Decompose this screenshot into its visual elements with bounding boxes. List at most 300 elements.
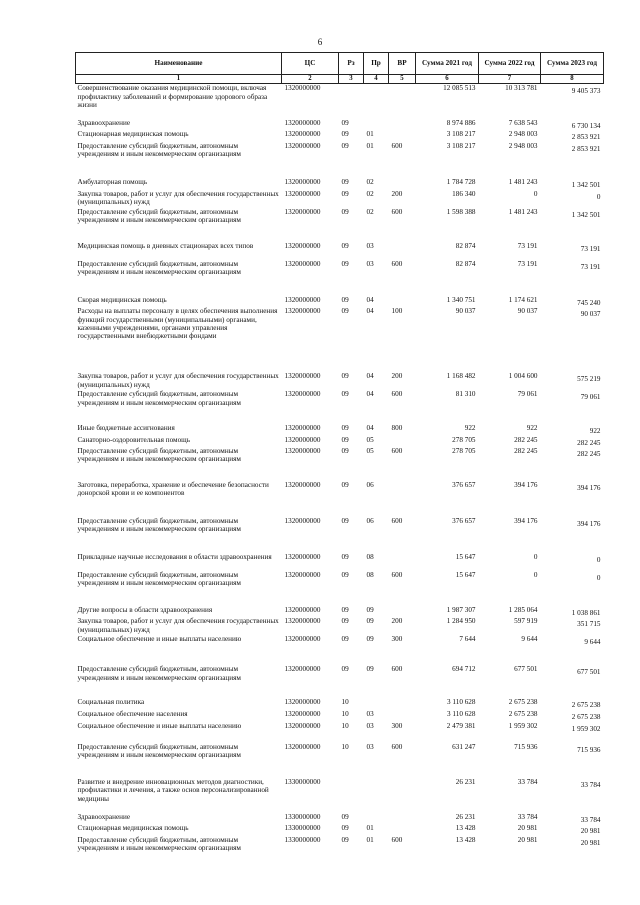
row-pr: 09 xyxy=(366,617,374,626)
table-row xyxy=(76,606,604,617)
table-row xyxy=(76,824,604,835)
row-sum-2023: 6 730 134 xyxy=(571,121,601,130)
row-name: Социальное обеспечение и иные выплаты населению xyxy=(77,635,242,644)
row-sum-2021: 7 644 xyxy=(459,635,476,644)
row-sum-2023: 73 191 xyxy=(580,244,601,253)
row-pr xyxy=(364,119,389,130)
row-sum-2021: 15 647 xyxy=(455,570,476,579)
table-row xyxy=(76,260,604,296)
row-sum-2021: 1 340 751 xyxy=(446,295,476,304)
row-sum-2023: 282 245 xyxy=(577,449,601,458)
row-name: Предоставление субсидий бюджетным, автономным учреждениям и иным некоммерческим организациям xyxy=(77,446,241,464)
row-cs: 1330000000 xyxy=(284,812,321,821)
row-sum-2023: 715 936 xyxy=(577,745,601,754)
row-sum-2021: 3 108 217 xyxy=(446,130,476,139)
row-rz: 09 xyxy=(341,295,349,304)
row-sum-2021: 82 874 xyxy=(455,241,476,250)
row-pr: 08 xyxy=(366,570,374,579)
row-rz: 10 xyxy=(341,710,349,719)
row-pr: 09 xyxy=(366,665,374,674)
row-sum-2021: 82 874 xyxy=(455,259,476,268)
table-row xyxy=(76,424,604,435)
row-rz: 09 xyxy=(341,665,349,674)
row-cs: 1320000000 xyxy=(284,665,321,674)
row-vr: 600 xyxy=(391,516,403,525)
row-sum-2023: 575 219 xyxy=(577,375,601,384)
row-cs: 1320000000 xyxy=(284,698,321,707)
row-vr: 100 xyxy=(391,307,403,316)
row-rz xyxy=(339,778,364,813)
header-numbers-row xyxy=(76,75,604,84)
row-vr xyxy=(389,436,416,447)
row-vr: 600 xyxy=(391,665,403,674)
row-vr xyxy=(389,481,416,517)
row-sum-2021: 278 705 xyxy=(452,435,476,444)
row-rz: 09 xyxy=(341,435,349,444)
row-sum-2023: 2 853 921 xyxy=(571,144,601,153)
row-rz: 09 xyxy=(341,189,349,198)
row-sum-2021: 26 231 xyxy=(455,812,476,821)
row-vr: 600 xyxy=(391,570,403,579)
row-cs: 1320000000 xyxy=(284,189,321,198)
row-cs: 1320000000 xyxy=(284,207,321,216)
table-row xyxy=(76,635,604,665)
row-name: Иные бюджетные ассигнования xyxy=(77,424,175,433)
row-vr xyxy=(389,178,416,190)
row-sum-2022: 20 981 xyxy=(517,835,538,844)
row-rz: 09 xyxy=(341,516,349,525)
row-name: Закупка товаров, работ и услуг для обеспечения государственных (муниципальных) нужд xyxy=(77,617,279,634)
row-sum-2021: 12 085 513 xyxy=(443,84,476,93)
row-sum-2022: 2 948 003 xyxy=(508,141,538,150)
row-vr xyxy=(389,553,416,571)
row-name: Стационарная медицинская помощь xyxy=(77,824,189,833)
row-sum-2021: 2 479 381 xyxy=(446,721,476,730)
row-cs: 1330000000 xyxy=(284,824,321,833)
row-sum-2023: 2 853 921 xyxy=(571,133,601,142)
row-sum-2023: 1 959 302 xyxy=(571,724,601,733)
table-row xyxy=(76,813,604,824)
row-name: Совершенствование оказания медицинской помощи, включая профилактику заболеваний и формирование здорового образа жизни xyxy=(77,84,268,110)
row-pr xyxy=(364,813,389,824)
row-cs: 1320000000 xyxy=(284,617,321,626)
row-sum-2021: 1 987 307 xyxy=(446,605,476,614)
row-name: Предоставление субсидий бюджетным, автономным учреждениям и иным некоммерческим организациям xyxy=(77,835,241,852)
row-cs: 1320000000 xyxy=(284,552,321,561)
row-name: Расходы на выплаты персоналу в целях обеспечения выполнения функций государственными (муниципальными) органами, казенными учреждениями, органами управления государственными внебюджетными фондами xyxy=(77,307,278,341)
row-rz: 09 xyxy=(341,446,349,455)
row-cs: 1320000000 xyxy=(284,435,321,444)
row-pr: 03 xyxy=(366,259,374,268)
row-sum-2022: 2 675 238 xyxy=(508,710,538,719)
header-number: 2 xyxy=(282,75,339,84)
row-rz: 09 xyxy=(341,552,349,561)
row-pr: 03 xyxy=(366,742,374,751)
row-name: Социальное обеспечение населения xyxy=(77,710,188,719)
row-sum-2023: 282 245 xyxy=(577,438,601,447)
row-name: Стационарная медицинская помощь xyxy=(77,130,189,139)
row-pr: 04 xyxy=(366,372,374,381)
row-sum-2021: 922 xyxy=(464,424,476,433)
row-sum-2022: 0 xyxy=(533,570,538,579)
row-sum-2023: 79 061 xyxy=(580,393,601,402)
row-rz: 09 xyxy=(341,141,349,150)
row-name: Другие вопросы в области здравоохранения xyxy=(77,605,213,614)
row-pr: 09 xyxy=(366,605,374,614)
row-cs: 1320000000 xyxy=(284,424,321,433)
row-vr: 200 xyxy=(391,189,403,198)
row-sum-2023: 9 644 xyxy=(584,638,601,647)
row-vr: 600 xyxy=(391,390,403,399)
table-row xyxy=(76,130,604,141)
row-sum-2023: 33 784 xyxy=(580,780,601,789)
row-cs: 1320000000 xyxy=(284,742,321,751)
row-cs: 1330000000 xyxy=(284,835,321,844)
table-row xyxy=(76,836,604,856)
row-rz: 09 xyxy=(341,241,349,250)
row-sum-2022: 9 644 xyxy=(521,635,538,644)
header-name: Наименование xyxy=(76,53,282,75)
row-vr xyxy=(389,119,416,130)
row-name: Предоставление субсидий бюджетным, автономным учреждениям и иным некоммерческим организациям xyxy=(77,390,241,407)
row-name: Прикладные научные исследования в области здравоохранения xyxy=(77,552,272,561)
row-name: Социальная политика xyxy=(77,698,145,707)
row-sum-2021: 186 340 xyxy=(452,189,476,198)
row-pr: 04 xyxy=(366,390,374,399)
row-sum-2021: 1 284 950 xyxy=(446,617,476,626)
row-sum-2021: 3 110 628 xyxy=(447,710,476,719)
row-sum-2021: 3 110 628 xyxy=(447,698,476,707)
row-vr xyxy=(389,242,416,260)
header-number: 5 xyxy=(389,75,416,84)
row-vr: 200 xyxy=(391,617,403,626)
row-rz: 09 xyxy=(341,259,349,268)
row-sum-2023: 73 191 xyxy=(580,262,601,271)
row-pr xyxy=(364,778,389,813)
row-rz: 09 xyxy=(341,390,349,399)
table-row xyxy=(76,722,604,743)
row-sum-2022: 282 245 xyxy=(514,446,538,455)
header-pr: Пр xyxy=(364,53,389,75)
row-sum-2022: 0 xyxy=(533,552,538,561)
row-pr: 09 xyxy=(366,635,374,644)
header-number: 7 xyxy=(479,75,541,84)
row-pr: 02 xyxy=(366,207,374,216)
row-sum-2022: 1 481 243 xyxy=(508,177,538,186)
row-rz: 09 xyxy=(341,207,349,216)
row-sum-2021: 631 247 xyxy=(452,742,476,751)
row-pr: 06 xyxy=(366,516,374,525)
row-sum-2023: 33 784 xyxy=(580,815,601,824)
row-rz: 09 xyxy=(341,372,349,381)
row-cs: 1320000000 xyxy=(284,295,321,304)
row-name: Закупка товаров, работ и услуг для обеспечения государственных (муниципальных) нужд xyxy=(77,189,279,207)
row-cs: 1320000000 xyxy=(284,710,321,719)
row-sum-2022: 282 245 xyxy=(514,435,538,444)
row-sum-2022: 2 675 238 xyxy=(508,698,538,707)
row-rz: 10 xyxy=(341,698,349,707)
row-pr: 02 xyxy=(366,189,374,198)
row-vr: 600 xyxy=(391,446,403,455)
row-pr: 02 xyxy=(366,177,374,186)
row-vr xyxy=(389,824,416,835)
row-sum-2023: 90 037 xyxy=(580,310,601,319)
row-sum-2022: 394 176 xyxy=(514,516,538,525)
row-sum-2022: 1 174 621 xyxy=(508,295,538,304)
row-sum-2021: 8 974 886 xyxy=(446,118,476,127)
row-sum-2022: 677 501 xyxy=(514,665,538,674)
row-rz: 09 xyxy=(341,570,349,579)
row-vr xyxy=(389,778,416,813)
row-rz: 09 xyxy=(341,605,349,614)
row-cs: 1320000000 xyxy=(284,84,321,93)
header-row xyxy=(76,53,604,75)
header-sum-2021: Сумма 2021 год xyxy=(416,53,479,75)
header-cs: ЦС xyxy=(282,53,339,75)
header-number: 4 xyxy=(364,75,389,84)
row-vr xyxy=(389,698,416,710)
row-name: Закупка товаров, работ и услуг для обеспечения государственных (муниципальных) нужд xyxy=(77,372,279,389)
row-name: Предоставление субсидий бюджетным, автономным учреждениям и иным некоммерческим организациям xyxy=(77,742,241,760)
row-cs: 1320000000 xyxy=(284,372,321,381)
row-cs: 1320000000 xyxy=(284,307,321,316)
row-rz: 10 xyxy=(341,721,349,730)
row-sum-2021: 1 598 388 xyxy=(446,207,476,216)
row-vr xyxy=(389,606,416,617)
table-row xyxy=(76,571,604,606)
header-rz: Рз xyxy=(339,53,364,75)
row-sum-2022: 1 285 064 xyxy=(508,605,538,614)
row-sum-2022: 1 959 302 xyxy=(508,721,538,730)
row-sum-2021: 15 647 xyxy=(455,552,476,561)
row-sum-2023: 0 xyxy=(596,555,601,564)
row-name: Предоставление субсидий бюджетным, автономным учреждениям и иным некоммерческим организациям xyxy=(77,207,241,225)
row-rz: 09 xyxy=(341,480,349,489)
row-name: Санаторно-оздоровительная помощь xyxy=(77,435,190,444)
header-vr: ВР xyxy=(389,53,416,75)
row-name: Предоставление субсидий бюджетным, автономным учреждениям и иным некоммерческим организациям xyxy=(77,665,241,682)
row-sum-2021: 13 428 xyxy=(455,835,476,844)
row-sum-2021: 81 310 xyxy=(455,390,476,399)
row-vr: 600 xyxy=(391,835,403,844)
row-pr: 01 xyxy=(366,824,374,833)
table-row xyxy=(76,778,604,813)
row-cs: 1320000000 xyxy=(284,721,321,730)
row-name: Социальное обеспечение и иные выплаты населению xyxy=(77,721,242,730)
row-cs: 1320000000 xyxy=(284,516,321,525)
row-vr: 800 xyxy=(391,424,403,433)
header-number: 3 xyxy=(339,75,364,84)
table-body xyxy=(76,84,604,856)
row-sum-2021: 278 705 xyxy=(452,446,476,455)
row-vr: 200 xyxy=(391,372,403,381)
row-sum-2021: 3 108 217 xyxy=(446,141,476,150)
row-cs: 1320000000 xyxy=(284,390,321,399)
row-cs: 1320000000 xyxy=(284,118,321,127)
row-rz: 09 xyxy=(341,617,349,626)
row-vr xyxy=(389,130,416,141)
row-pr: 04 xyxy=(366,295,374,304)
row-pr: 06 xyxy=(366,480,374,489)
row-sum-2023: 394 176 xyxy=(577,483,601,492)
row-sum-2022: 2 948 003 xyxy=(508,130,538,139)
row-cs: 1320000000 xyxy=(284,130,321,139)
row-rz: 09 xyxy=(341,177,349,186)
table-row xyxy=(76,698,604,710)
header-number: 8 xyxy=(541,75,604,84)
row-name: Здравоохранение xyxy=(77,812,131,821)
row-sum-2023: 394 176 xyxy=(577,519,601,528)
row-vr xyxy=(389,813,416,824)
row-sum-2022: 73 191 xyxy=(517,241,538,250)
row-cs: 1320000000 xyxy=(284,177,321,186)
row-vr: 600 xyxy=(391,742,403,751)
row-vr: 300 xyxy=(391,721,403,730)
row-cs: 1320000000 xyxy=(284,446,321,455)
row-sum-2022: 73 191 xyxy=(517,259,538,268)
table-row xyxy=(76,119,604,130)
row-pr: 03 xyxy=(366,710,374,719)
table-row xyxy=(76,517,604,553)
table-row xyxy=(76,84,604,119)
table-row xyxy=(76,481,604,517)
row-sum-2022: 0 xyxy=(533,189,538,198)
header-sum-2022: Сумма 2022 год xyxy=(479,53,541,75)
page-number: 6 xyxy=(317,37,323,47)
row-pr: 05 xyxy=(366,435,374,444)
row-cs: 1320000000 xyxy=(284,605,321,614)
row-sum-2023: 677 501 xyxy=(577,668,601,677)
table-row xyxy=(76,390,604,424)
row-cs: 1320000000 xyxy=(284,480,321,489)
row-sum-2023: 922 xyxy=(589,427,601,436)
row-sum-2023: 9 405 373 xyxy=(571,87,601,96)
table-row xyxy=(76,190,604,208)
row-rz: 09 xyxy=(341,824,349,833)
header-number: 6 xyxy=(416,75,479,84)
row-sum-2022: 922 xyxy=(526,424,538,433)
row-pr: 08 xyxy=(366,552,374,561)
row-cs: 1330000000 xyxy=(284,777,321,786)
row-name: Предоставление субсидий бюджетным, автономным учреждениям и иным некоммерческим организациям xyxy=(77,570,241,588)
header-sum-2023: Сумма 2023 год xyxy=(541,53,604,75)
table-row xyxy=(76,436,604,447)
row-sum-2023: 351 715 xyxy=(577,620,601,629)
row-pr: 04 xyxy=(366,424,374,433)
row-name: Развитие и внедрение инновационных методов диагностики, профилактики и лечения, а также основ персонализированной медицины xyxy=(77,777,269,803)
row-rz xyxy=(339,84,364,119)
table-row xyxy=(76,142,604,178)
row-sum-2023: 745 240 xyxy=(577,298,601,307)
row-cs: 1320000000 xyxy=(284,141,321,150)
row-pr: 04 xyxy=(366,307,374,316)
row-sum-2023: 0 xyxy=(596,192,601,201)
row-sum-2021: 376 657 xyxy=(452,480,476,489)
row-pr: 03 xyxy=(366,721,374,730)
table-row xyxy=(76,178,604,190)
row-pr: 01 xyxy=(366,141,374,150)
row-sum-2022: 10 313 781 xyxy=(505,84,538,93)
row-name: Заготовка, переработка, хранение и обеспечение безопасности донорской крови и ее компонентов xyxy=(77,480,269,498)
row-sum-2021: 1 784 728 xyxy=(446,177,476,186)
row-cs: 1320000000 xyxy=(284,635,321,644)
row-sum-2021: 1 168 482 xyxy=(446,372,476,381)
row-pr: 03 xyxy=(366,241,374,250)
row-vr: 300 xyxy=(391,635,403,644)
table-row xyxy=(76,307,604,372)
row-rz: 10 xyxy=(341,742,349,751)
row-pr xyxy=(364,84,389,119)
row-sum-2021: 26 231 xyxy=(455,777,476,786)
row-rz: 09 xyxy=(341,635,349,644)
row-rz: 09 xyxy=(341,424,349,433)
table-row xyxy=(76,710,604,721)
row-sum-2023: 20 981 xyxy=(580,838,601,847)
table-row xyxy=(76,372,604,390)
row-pr xyxy=(364,698,389,710)
row-sum-2022: 33 784 xyxy=(517,777,538,786)
row-cs: 1320000000 xyxy=(284,570,321,579)
row-sum-2021: 376 657 xyxy=(452,516,476,525)
row-rz: 09 xyxy=(341,812,349,821)
row-vr: 600 xyxy=(391,259,403,268)
row-sum-2023: 2 675 238 xyxy=(571,713,601,722)
row-vr xyxy=(389,710,416,721)
row-pr: 01 xyxy=(366,130,374,139)
row-vr: 600 xyxy=(391,141,403,150)
table-row xyxy=(76,242,604,260)
budget-table xyxy=(75,52,604,856)
row-sum-2022: 20 981 xyxy=(517,824,538,833)
row-sum-2023: 1 038 861 xyxy=(571,608,601,617)
row-sum-2023: 1 342 501 xyxy=(571,180,601,189)
row-sum-2021: 694 712 xyxy=(452,665,476,674)
table-row xyxy=(76,743,604,778)
row-cs: 1320000000 xyxy=(284,259,321,268)
row-cs: 1320000000 xyxy=(284,241,321,250)
row-sum-2022: 90 037 xyxy=(517,307,538,316)
row-sum-2022: 1 481 243 xyxy=(508,207,538,216)
row-sum-2022: 7 638 543 xyxy=(508,118,538,127)
row-rz: 09 xyxy=(341,130,349,139)
row-sum-2023: 20 981 xyxy=(580,827,601,836)
row-name: Медицинская помощь в дневных стационарах всех типов xyxy=(77,241,254,250)
row-rz: 09 xyxy=(341,835,349,844)
table-row xyxy=(76,447,604,481)
row-name: Предоставление субсидий бюджетным, автономным учреждениям и иным некоммерческим организациям xyxy=(77,516,241,534)
row-name: Скорая медицинская помощь xyxy=(77,295,167,304)
row-sum-2022: 79 061 xyxy=(517,390,538,399)
row-sum-2022: 1 004 600 xyxy=(508,372,538,381)
row-rz: 09 xyxy=(341,118,349,127)
row-rz: 09 xyxy=(341,307,349,316)
row-pr: 05 xyxy=(366,446,374,455)
row-sum-2022: 394 176 xyxy=(514,480,538,489)
row-name: Амбулаторная помощь xyxy=(77,177,148,186)
table-row xyxy=(76,665,604,698)
row-sum-2021: 90 037 xyxy=(455,307,476,316)
row-sum-2022: 715 936 xyxy=(514,742,538,751)
table-row xyxy=(76,296,604,307)
table-row xyxy=(76,208,604,242)
row-sum-2022: 33 784 xyxy=(517,812,538,821)
row-sum-2023: 2 675 238 xyxy=(571,701,601,710)
row-name: Предоставление субсидий бюджетным, автономным учреждениям и иным некоммерческим организациям xyxy=(77,141,241,159)
row-vr: 600 xyxy=(391,207,403,216)
row-sum-2023: 1 342 501 xyxy=(571,210,601,219)
row-vr xyxy=(389,296,416,307)
row-name: Предоставление субсидий бюджетным, автономным учреждениям и иным некоммерческим организациям xyxy=(77,259,241,277)
